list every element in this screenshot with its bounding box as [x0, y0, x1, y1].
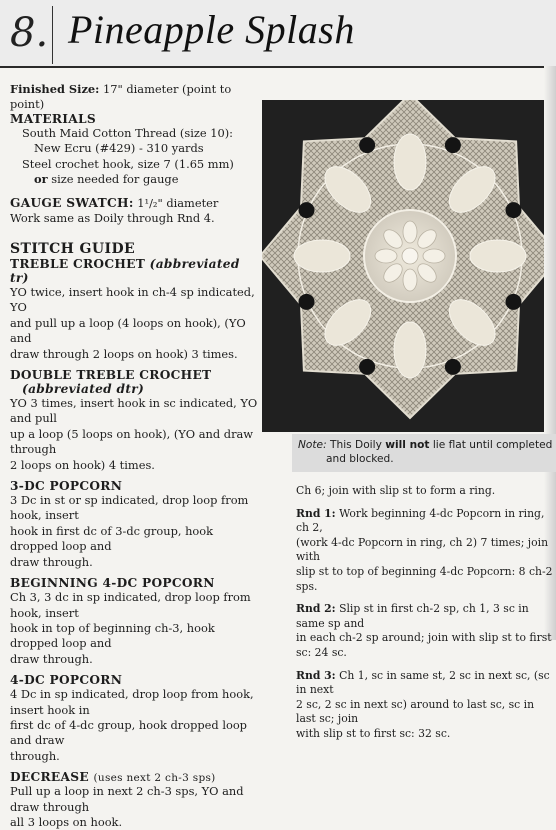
stitch-guide [10, 241, 262, 830]
stitch-line: hook in first dc of 3-dc group, hook dropped loop and [10, 523, 214, 554]
round-label: Rnd 2: [296, 602, 336, 616]
note-line2: and blocked. [326, 453, 394, 465]
stitch-line: and pull up a loop (4 loops on hook), (YO and [10, 315, 246, 346]
stitch-abbr: (abbreviated dtr) [22, 382, 145, 397]
doily-hole [506, 294, 522, 310]
gauge-section [10, 196, 260, 227]
stitch-line: 3 Dc in st or sp indicated, drop loop from hook, insert [10, 493, 249, 523]
stitch-line: first dc of 4-dc group, hook dropped loop and draw [10, 717, 247, 748]
stitch-name: 3-DC POPCORN [10, 479, 123, 494]
round-2 [296, 602, 556, 660]
stitch-line: Pull up a loop in next 2 ch-3 sps, YO and draw through [10, 784, 244, 814]
stitch-name: DECREASE (uses next 2 ch-3 sps) [10, 770, 216, 785]
header-divider [52, 6, 53, 64]
doily-hole [445, 359, 461, 375]
stitch-line: 2 loops on hook) 4 times. [10, 457, 155, 472]
round-line: with slip st to first sc: 32 sc. [296, 726, 451, 740]
doily-illustration [262, 100, 556, 432]
center-core [402, 248, 418, 264]
round-line: Work beginning 4-dc Popcorn in ring, ch 2, [296, 506, 545, 535]
round-line: in each ch-2 sp around; join with slip st to first sc: 24 sc. [296, 631, 552, 659]
stitch-name: BEGINNING 4-DC POPCORN [10, 576, 215, 591]
stitch-line: draw through 2 loops on hook) 3 times. [10, 346, 238, 361]
materials-line: Steel crochet hook, size 7 (1.65 mm) [22, 156, 234, 171]
materials-line: South Maid Cotton Thread (size 10): [22, 126, 233, 140]
materials-line [10, 172, 260, 187]
pattern-title: Pineapple Splash [68, 7, 355, 52]
round-line: slip st to top of beginning 4-dc Popcorn: 8 ch-2 sps. [296, 564, 553, 593]
stitch-name: TREBLE CROCHET (abbreviated tr) [10, 257, 240, 285]
pineapple-motif [294, 240, 350, 272]
doily-hole [506, 202, 522, 218]
gauge-line: Work same as Doily through Rnd 4. [10, 211, 215, 226]
finished-size-label: Finished Size: [10, 82, 100, 96]
round-label: Rnd 1: [296, 506, 336, 520]
pineapple-motif [394, 134, 426, 190]
materials-or-rest: size needed for gauge [47, 172, 179, 187]
finished-size [10, 82, 260, 113]
center-petal [375, 249, 397, 263]
stitch-abbr: (uses next 2 ch-3 sps) [93, 772, 216, 785]
doily-hole [299, 202, 315, 218]
instructions [296, 484, 556, 742]
materials-line: New Ecru (#429) - 310 yards [34, 141, 204, 156]
materials-or: or [34, 172, 48, 187]
note-text: This Doily [326, 439, 386, 451]
stitch-line: through. [10, 748, 60, 763]
note-bold: will not [385, 439, 430, 451]
round-line: 2 sc, 2 sc in next sc) around to last sc, sc in last sc; join [296, 697, 535, 726]
pattern-number: 8. [10, 10, 49, 56]
materials-heading: MATERIALS [10, 112, 96, 126]
doily-hole [299, 294, 315, 310]
note-text: lie flat until completed [429, 439, 553, 451]
doily-photo [262, 100, 556, 432]
note-label: Note: [298, 439, 327, 451]
stitch-line: hook in top of beginning ch-3, hook dropped loop and [10, 620, 215, 651]
stitch-line: 4 Dc in sp indicated, drop loop from hook, insert hook in [10, 687, 254, 717]
pineapple-motif [394, 322, 426, 378]
pineapple-motif [470, 240, 526, 272]
round-1 [296, 507, 556, 595]
gauge-label: GAUGE SWATCH: [10, 196, 134, 210]
materials-section [10, 112, 260, 188]
finished-size-value: 17" diameter (point to point) [10, 82, 232, 112]
round-line: (work 4-dc Popcorn in ring, ch 2) 7 times; join with [296, 535, 549, 564]
stitch-line: YO twice, insert hook in ch-4 sp indicated, YO [10, 285, 255, 315]
round-3 [296, 669, 556, 742]
center-petal [403, 269, 417, 291]
stitch-line: up a loop (5 loops on hook), (YO and draw through [10, 426, 254, 457]
page-header [0, 0, 556, 68]
stitch-abbr: (abbreviated tr) [10, 257, 240, 285]
stitch-line: YO 3 times, insert hook in sc indicated, YO and pull [10, 396, 258, 426]
instruction-intro: Ch 6; join with slip st to form a ring. [296, 484, 496, 497]
gauge-value: 1¹/₂" diameter [137, 196, 219, 210]
round-label: Rnd 3: [296, 668, 336, 682]
note-box [292, 434, 556, 472]
stitch-name: DOUBLE TREBLE CROCHET [10, 368, 212, 383]
round-line: Slip st in first ch-2 sp, ch 1, 3 sc in same sp and [296, 602, 529, 630]
doily-hole [445, 137, 461, 153]
doily-hole [359, 359, 375, 375]
stitch-line: Ch 3, 3 dc in sp indicated, drop loop from hook, insert [10, 590, 251, 620]
stitch-guide-heading: STITCH GUIDE [10, 241, 136, 257]
center-petal [403, 221, 417, 243]
round-line: Ch 1, sc in same st, 2 sc in next sc, (sc in next [296, 668, 550, 697]
stitch-line: draw through. [10, 554, 93, 569]
center-petal [423, 249, 445, 263]
stitch-line: draw through. [10, 651, 93, 666]
stitch-line: all 3 loops on hook. [10, 814, 123, 829]
stitch-name: 4-DC POPCORN [10, 673, 123, 688]
doily-hole [359, 137, 375, 153]
